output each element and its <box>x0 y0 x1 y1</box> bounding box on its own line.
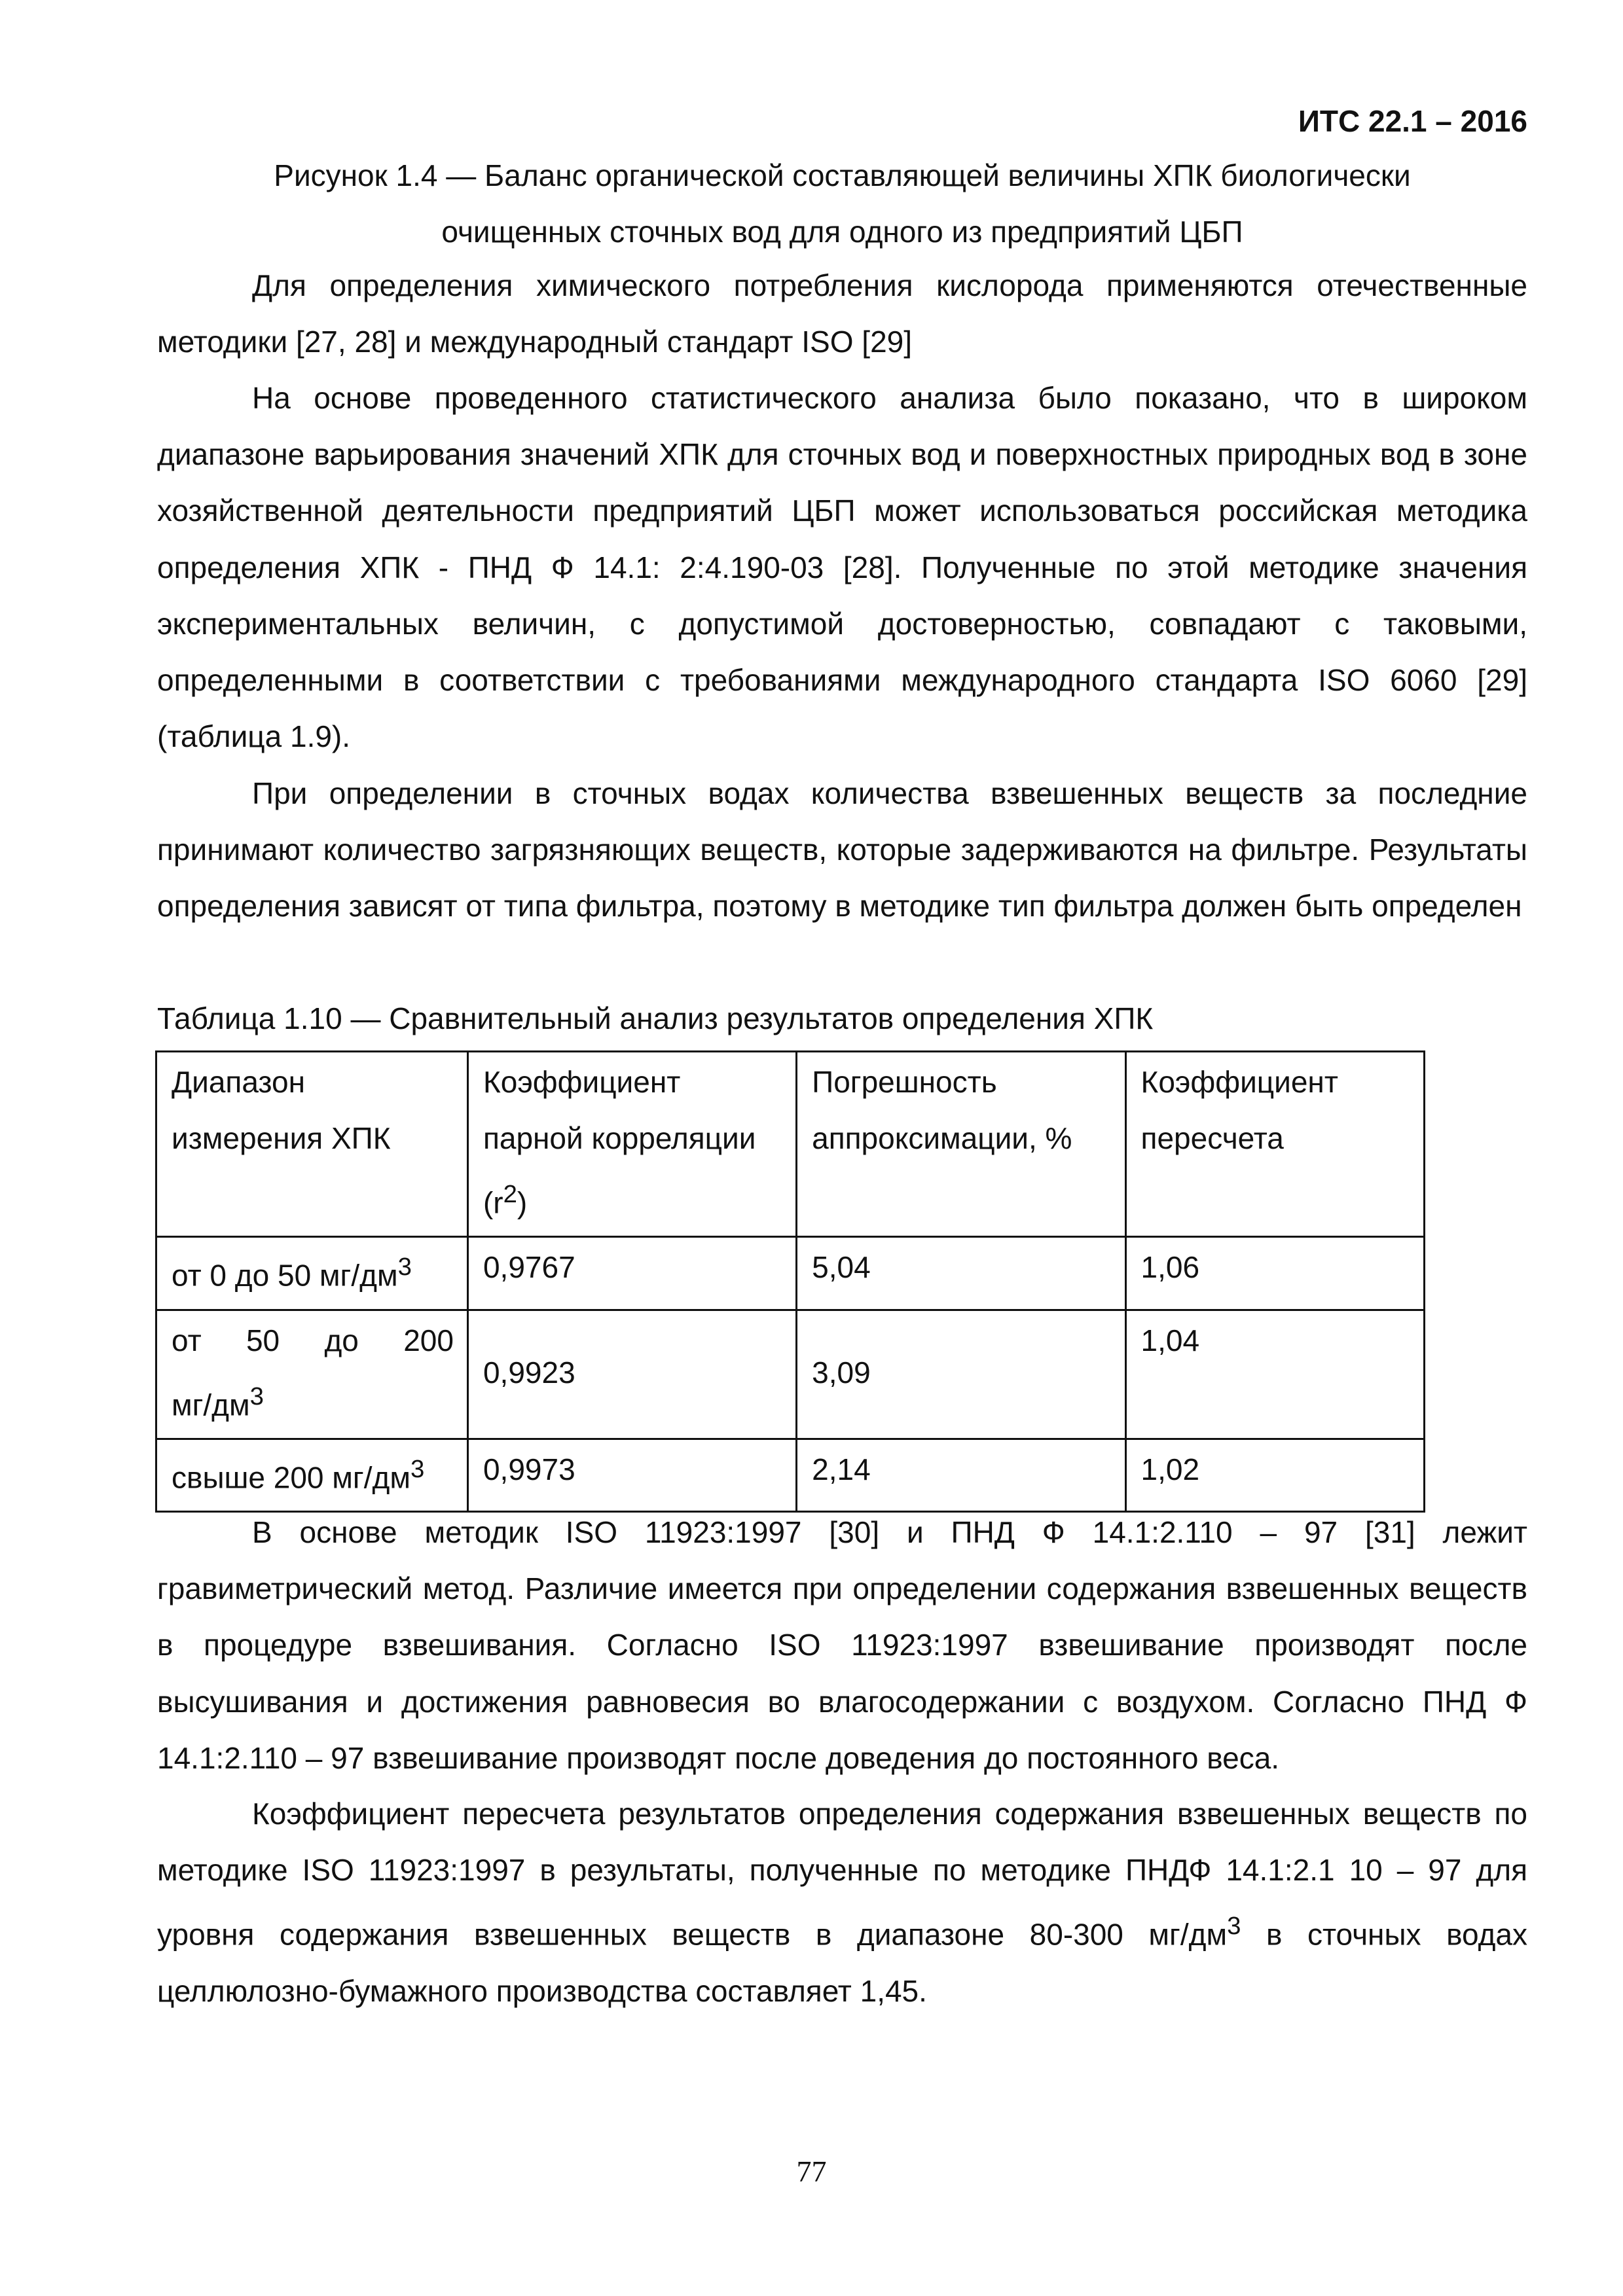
paragraph-cod-methods: Для определения химического потребления кислорода применяются отечественные методики [27, 28] и международный стандарт ISO [29] <box>157 268 1527 359</box>
paragraph-gravimetric-method: В основе методик ISO 11923:1997 [30] и ПНД Ф 14.1:2.110 – 97 [31] лежит гравиметрический метод. Различие имеется при определении содержания взвешенных веществ в процедуре взвешивания. Согласно ISO 11923:1997 взвешивание производят после высушивания и достижения равновесия во влагосодержании с воздухом. Согласно ПНД Ф 14.1:2.110 – 97 взвешивание производят после доведения до постоянного веса. <box>157 1515 1527 1775</box>
header-correlation-sup: 2 <box>503 1180 517 1208</box>
header-correlation-symbol: (r <box>483 1185 503 1220</box>
table-row <box>156 1237 1425 1310</box>
paragraph-suspended-solids: При определении в сточных водах количества взвешенных веществ за последние принимают количество загрязняющих веществ, которые задерживаются на фильтре. Результаты определения зависят от типа фильтра, поэтому в методике тип фильтра должен быть определен <box>157 776 1527 924</box>
table-caption: Таблица 1.10 — Сравнительный анализ результатов определения ХПК <box>157 1001 1154 1035</box>
header-range-line-2: измерения ХПК <box>172 1121 391 1155</box>
header-factor-line-2: пересчета <box>1140 1121 1284 1155</box>
cell-correlation: 0,9767 <box>467 1237 796 1310</box>
range-sup: 3 <box>410 1454 425 1483</box>
range-text-line-2 <box>172 1369 454 1433</box>
cell-correlation: 0,9973 <box>467 1439 796 1511</box>
range-sup: 3 <box>249 1382 264 1410</box>
header-error-line-1: Погрешность <box>812 1065 997 1099</box>
header-correlation-tail: ) <box>517 1185 528 1220</box>
cell-error: 3,09 <box>797 1310 1125 1439</box>
page-number: 77 <box>796 2155 827 2188</box>
paragraph-conversion-factor <box>157 1785 1527 2019</box>
document-id-header: ИТС 22.1 – 2016 <box>1298 104 1527 138</box>
figure-caption-line-2: очищенных сточных вод для одного из предприятий ЦБП <box>441 215 1243 249</box>
cell-correlation: 0,9923 <box>467 1310 796 1439</box>
header-cell-error <box>797 1052 1125 1237</box>
cell-factor: 1,02 <box>1125 1439 1424 1511</box>
header-range-line-1: Диапазон <box>172 1065 305 1099</box>
table-row <box>156 1310 1425 1439</box>
cell-range <box>156 1237 468 1310</box>
figure-caption-line-1: Рисунок 1.4 — Баланс органической составляющей величины ХПК биологически <box>274 158 1411 192</box>
cell-error: 2,14 <box>797 1439 1125 1511</box>
header-correlation-line-3 <box>483 1166 782 1230</box>
cod-comparison-table <box>155 1050 1425 1513</box>
cell-factor: 1,06 <box>1125 1237 1424 1310</box>
header-cell-correlation <box>467 1052 796 1237</box>
paragraph-statistical-analysis: На основе проведенного статистического анализа было показано, что в широком диапазоне варьирования значений ХПК для сточных вод и поверхностных природных вод в зоне хозяйственной деятельности предприятий ЦБП может использоваться российская методика определения ХПК - ПНД Ф 14.1: 2:4.190-03 [28]. Полученные по этой методике значения экспериментальных величин, с допустимой достоверностью, совпадают с таковыми, определенными в соответствии с требованиями международного стандарта ISO 6060 [29] (таблица 1.9). <box>157 381 1527 754</box>
table-header-row <box>156 1052 1425 1237</box>
header-correlation-line-2: парной корреляции <box>483 1121 756 1155</box>
range-text-line-1: от 50 до 200 <box>172 1323 454 1357</box>
header-error-line-2: аппроксимации, % <box>812 1121 1072 1155</box>
header-correlation-line-1: Коэффициент <box>483 1065 681 1099</box>
range-sup: 3 <box>397 1253 412 1282</box>
header-factor-line-1: Коэффициент <box>1140 1065 1338 1099</box>
figure-caption <box>157 147 1527 260</box>
conversion-sup: 3 <box>1227 1912 1241 1941</box>
conversion-text: Коэффициент пересчета результатов определения содержания взвешенных веществ по методике ISO 11923:1997 в результаты, полученные по методике ПНДФ 14.1:2.1 10 – 97 для уровня содержания взвешенных веществ в диапазоне 80-300 мг/дм <box>157 1797 1527 1952</box>
table-row <box>156 1439 1425 1511</box>
cell-range <box>156 1310 468 1439</box>
range-text: от 0 до 50 мг/дм <box>172 1258 398 1293</box>
cell-error: 5,04 <box>797 1237 1125 1310</box>
range-text: свыше 200 мг/дм <box>172 1460 410 1495</box>
range-unit: мг/дм <box>172 1387 250 1422</box>
header-cell-factor <box>1125 1052 1424 1237</box>
cell-range <box>156 1439 468 1511</box>
header-cell-range <box>156 1052 468 1237</box>
cell-factor: 1,04 <box>1125 1310 1424 1439</box>
conversion-tail: в сточных водах целлюлозно-бумажного производства составляет 1,45. <box>157 1917 1527 2008</box>
